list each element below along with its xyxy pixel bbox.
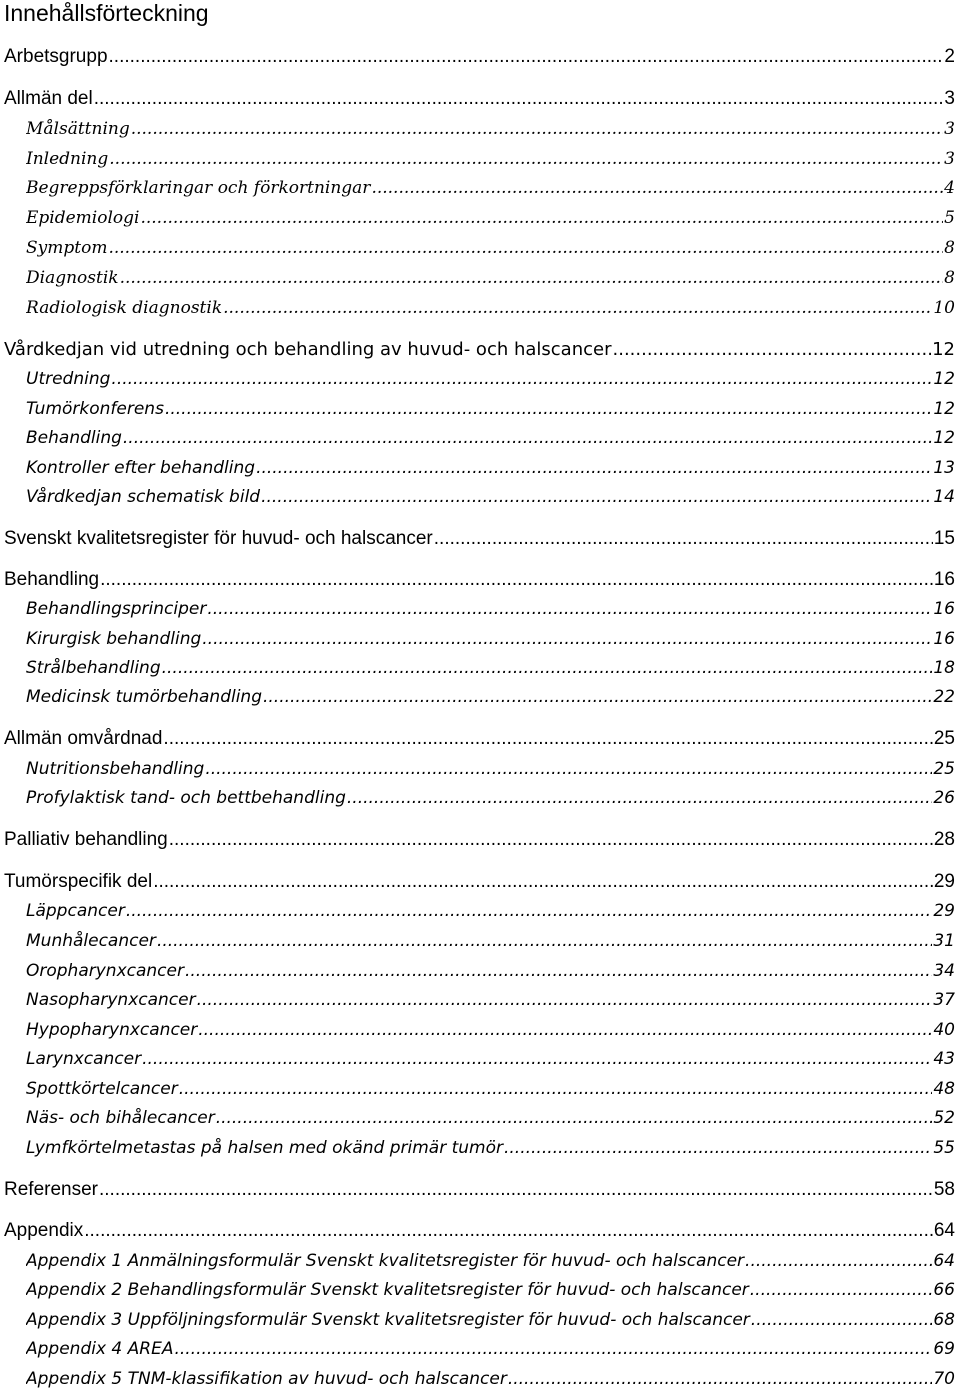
toc-entry-label: Tumörkonferens [26,399,164,419]
toc-entry[interactable] [26,396,955,420]
toc-entry-label: Oropharynxcancer [26,961,184,981]
toc-entry[interactable] [4,827,955,851]
toc-entry-label: Appendix 4 AREA [26,1339,174,1359]
toc-entry-page-number: 10 [933,298,955,318]
toc-entry-page-number: 26 [933,788,955,808]
toc-entry[interactable] [26,1307,955,1331]
toc-entry-page-number: 29 [933,901,955,921]
toc-dot-leader [157,930,932,952]
toc-entry-page-number: 34 [933,961,955,981]
toc-entry-label: Utredning [26,369,111,389]
toc-entry-label: Strålbehandling [26,658,161,678]
toc-dot-leader [140,207,943,229]
toc-entry[interactable] [26,684,955,708]
toc-entry[interactable] [26,146,955,170]
toc-entry-page-number: 31 [933,931,955,951]
toc-dot-leader [216,1107,933,1129]
toc-entry[interactable] [26,205,955,229]
toc-dot-leader [163,728,932,750]
toc-dot-leader [123,427,932,449]
toc-entry-label: Nutritionsbehandling [26,759,205,779]
toc-dot-leader [207,598,932,620]
toc-dot-leader [142,1048,932,1070]
toc-entry-page-number: 43 [933,1049,955,1069]
toc-dot-leader [126,900,933,922]
toc-entry-label: Referenser [4,1179,98,1200]
toc-dot-leader [153,871,933,893]
toc-entry-label: Appendix 3 Uppföljningsformulär Svenskt kvalitetsregister för huvud- och halscancer [26,1310,750,1330]
toc-dot-leader [108,237,943,259]
toc-dot-leader [179,1078,933,1100]
toc-entry[interactable] [26,958,955,982]
toc-entry[interactable] [26,1366,955,1390]
toc-entry[interactable] [26,175,955,199]
toc-dot-leader [94,88,944,110]
toc-entry[interactable] [26,1017,955,1041]
toc-entry-page-number: 64 [933,1220,955,1241]
toc-entry-label: Epidemiologi [26,208,140,228]
toc-entry[interactable] [26,265,955,289]
toc-entry-label: Symptom [26,238,108,258]
toc-entry-label: Kirurgisk behandling [26,629,202,649]
toc-dot-leader [120,267,944,289]
toc-dot-leader [347,787,932,809]
toc-dot-leader [751,1309,933,1331]
toc-entry[interactable] [26,1336,955,1360]
toc-dot-leader [223,297,932,319]
toc-entry-page-number: 8 [944,268,955,288]
toc-entry-label: Inledning [26,149,109,169]
toc-entry-page-number: 16 [933,629,955,649]
toc-entry-label: Allmän omvårdnad [4,728,163,749]
toc-dot-leader [185,960,932,982]
toc-entry-label: Behandling [4,569,100,590]
toc-entry-label: Allmän del [4,88,93,109]
toc-dot-leader [745,1250,932,1272]
toc-dot-leader [504,1137,932,1159]
toc-entry-page-number: 28 [933,829,955,850]
toc-entry-label: Medicinsk tumörbehandling [26,687,262,707]
toc-entry[interactable] [26,1046,955,1070]
toc-entry-page-number: 25 [933,728,955,749]
toc-entry-page-number: 48 [933,1079,955,1099]
toc-entry-label: Hypopharynxcancer [26,1020,198,1040]
toc-entry-page-number: 3 [944,149,955,169]
toc-dot-leader [131,118,943,140]
toc-entry-page-number: 4 [944,178,955,198]
toc-entry[interactable] [4,869,955,893]
toc-entry[interactable] [26,1076,955,1100]
toc-entry[interactable] [4,567,955,591]
toc-dot-leader [100,569,933,591]
toc-entry[interactable] [26,116,955,140]
toc-dot-leader [508,1368,933,1390]
toc-entry-label: Behandling [26,428,122,448]
toc-dot-leader [99,1179,933,1201]
toc-entry-page-number: 8 [944,238,955,258]
toc-entry-page-number: 22 [933,687,955,707]
toc-entry-label: Näs- och bihålecancer [26,1108,215,1128]
toc-dot-leader [109,148,943,170]
toc-dot-leader [162,657,933,679]
toc-entry[interactable] [26,295,955,319]
toc-entry[interactable] [26,655,955,679]
toc-entry-page-number: 12 [933,428,955,448]
toc-entry[interactable] [26,455,955,479]
toc-entry-label: Vårdkedjan vid utredning och behandling av huvud- och halscancer [4,339,612,360]
toc-dot-leader [205,758,932,780]
toc-entry[interactable] [4,337,955,361]
toc-entry-label: Appendix 5 TNM-klassifikation av huvud- och halscancer [26,1369,507,1389]
toc-entry-page-number: 13 [933,458,955,478]
toc-entry-label: Palliativ behandling [4,829,168,850]
toc-entry-page-number: 68 [933,1310,955,1330]
toc-entry-label: Vårdkedjan schematisk bild [26,487,261,507]
toc-entry-label: Radiologisk diagnostik [26,298,223,318]
toc-entry[interactable] [26,626,955,650]
toc-entry-page-number: 37 [933,990,955,1010]
toc-entry[interactable] [4,44,955,68]
toc-entry-label: Arbetsgrupp [4,46,108,67]
toc-entry-page-number: 29 [933,871,955,892]
toc-entry-label: Spottkörtelcancer [26,1079,178,1099]
toc-dot-leader [165,398,932,420]
toc-dot-leader [84,1220,933,1242]
toc-entry[interactable] [26,785,955,809]
toc-entry[interactable] [4,1218,955,1242]
toc-entry-page-number: 5 [944,208,955,228]
toc-entry-page-number: 3 [944,88,955,109]
toc-entry-page-number: 25 [933,759,955,779]
toc-entry-label: Nasopharynxcancer [26,990,196,1010]
toc-entry[interactable] [4,86,955,110]
toc-entry-label: Målsättning [26,119,130,139]
toc-entry[interactable] [26,1277,955,1301]
toc-entry-page-number: 58 [933,1179,955,1200]
toc-entry[interactable] [26,928,955,952]
toc-entry-label: Profylaktisk tand- och bettbehandling [26,788,346,808]
toc-entry-page-number: 12 [932,339,955,360]
toc-entry-label: Appendix [4,1220,84,1241]
toc-dot-leader [197,989,933,1011]
toc-entry-page-number: 12 [933,369,955,389]
toc-entry[interactable] [26,987,955,1011]
toc-entry-label: Kontroller efter behandling [26,458,256,478]
toc-entry-label: Begreppsförklaringar och förkortningar [26,178,371,198]
toc-dot-leader [613,339,932,361]
toc-entry[interactable] [26,1105,955,1129]
toc-entry[interactable] [4,1177,955,1201]
toc-entry-page-number: 64 [933,1251,955,1271]
toc-entry-page-number: 52 [933,1108,955,1128]
toc-dot-leader [111,368,932,390]
toc-entry[interactable] [26,1135,955,1159]
toc-entry-page-number: 16 [933,599,955,619]
toc-entry[interactable] [26,235,955,259]
toc-entry[interactable] [4,726,955,750]
toc-entry[interactable] [26,1248,955,1272]
toc-dot-leader [434,528,933,550]
toc-entry-label: Lymfkörtelmetastas på halsen med okänd primär tumör [26,1138,503,1158]
toc-entry-page-number: 66 [933,1280,955,1300]
toc-entry[interactable] [26,425,955,449]
toc-entry-page-number: 55 [933,1138,955,1158]
toc-entry-page-number: 15 [933,528,955,549]
toc-entry[interactable] [26,898,955,922]
toc-entry[interactable] [4,526,955,550]
toc-dot-leader [109,46,944,68]
toc-entry-page-number: 3 [944,119,955,139]
toc-entry-page-number: 12 [933,399,955,419]
toc-dot-leader [169,829,933,851]
toc-dot-leader [261,486,932,508]
toc-entry[interactable] [26,484,955,508]
toc-entry-label: Läppcancer [26,901,125,921]
toc-entry[interactable] [26,366,955,390]
toc-entry-page-number: 40 [933,1020,955,1040]
toc-entry[interactable] [26,596,955,620]
page-title: Innehållsförteckning [4,0,209,26]
toc-entry-label: Appendix 1 Anmälningsformulär Svenskt kvalitetsregister för huvud- och halscancer [26,1251,745,1271]
toc-dot-leader [256,457,932,479]
toc-entry-label: Tumörspecifik del [4,871,153,892]
toc-entry[interactable] [26,756,955,780]
toc-entry-label: Larynxcancer [26,1049,142,1069]
toc-dot-leader [263,686,932,708]
toc-entry-label: Behandlingsprinciper [26,599,207,619]
toc-entry-page-number: 14 [933,487,955,507]
toc-dot-leader [198,1019,932,1041]
toc-dot-leader [174,1338,932,1360]
toc-entry-label: Svenskt kvalitetsregister för huvud- och halscancer [4,528,433,549]
toc-dot-leader [750,1279,933,1301]
toc-entry-page-number: 69 [933,1339,955,1359]
toc-dot-leader [371,177,943,199]
toc-entry-page-number: 70 [933,1369,955,1389]
toc-entry-label: Munhålecancer [26,931,156,951]
toc-entry-label: Appendix 2 Behandlingsformulär Svenskt kvalitetsregister för huvud- och halscancer [26,1280,749,1300]
toc-entry-page-number: 2 [944,46,955,67]
toc-entry-page-number: 16 [933,569,955,590]
toc-dot-leader [202,628,932,650]
toc-entry-label: Diagnostik [26,268,119,288]
toc-entry-page-number: 18 [933,658,955,678]
